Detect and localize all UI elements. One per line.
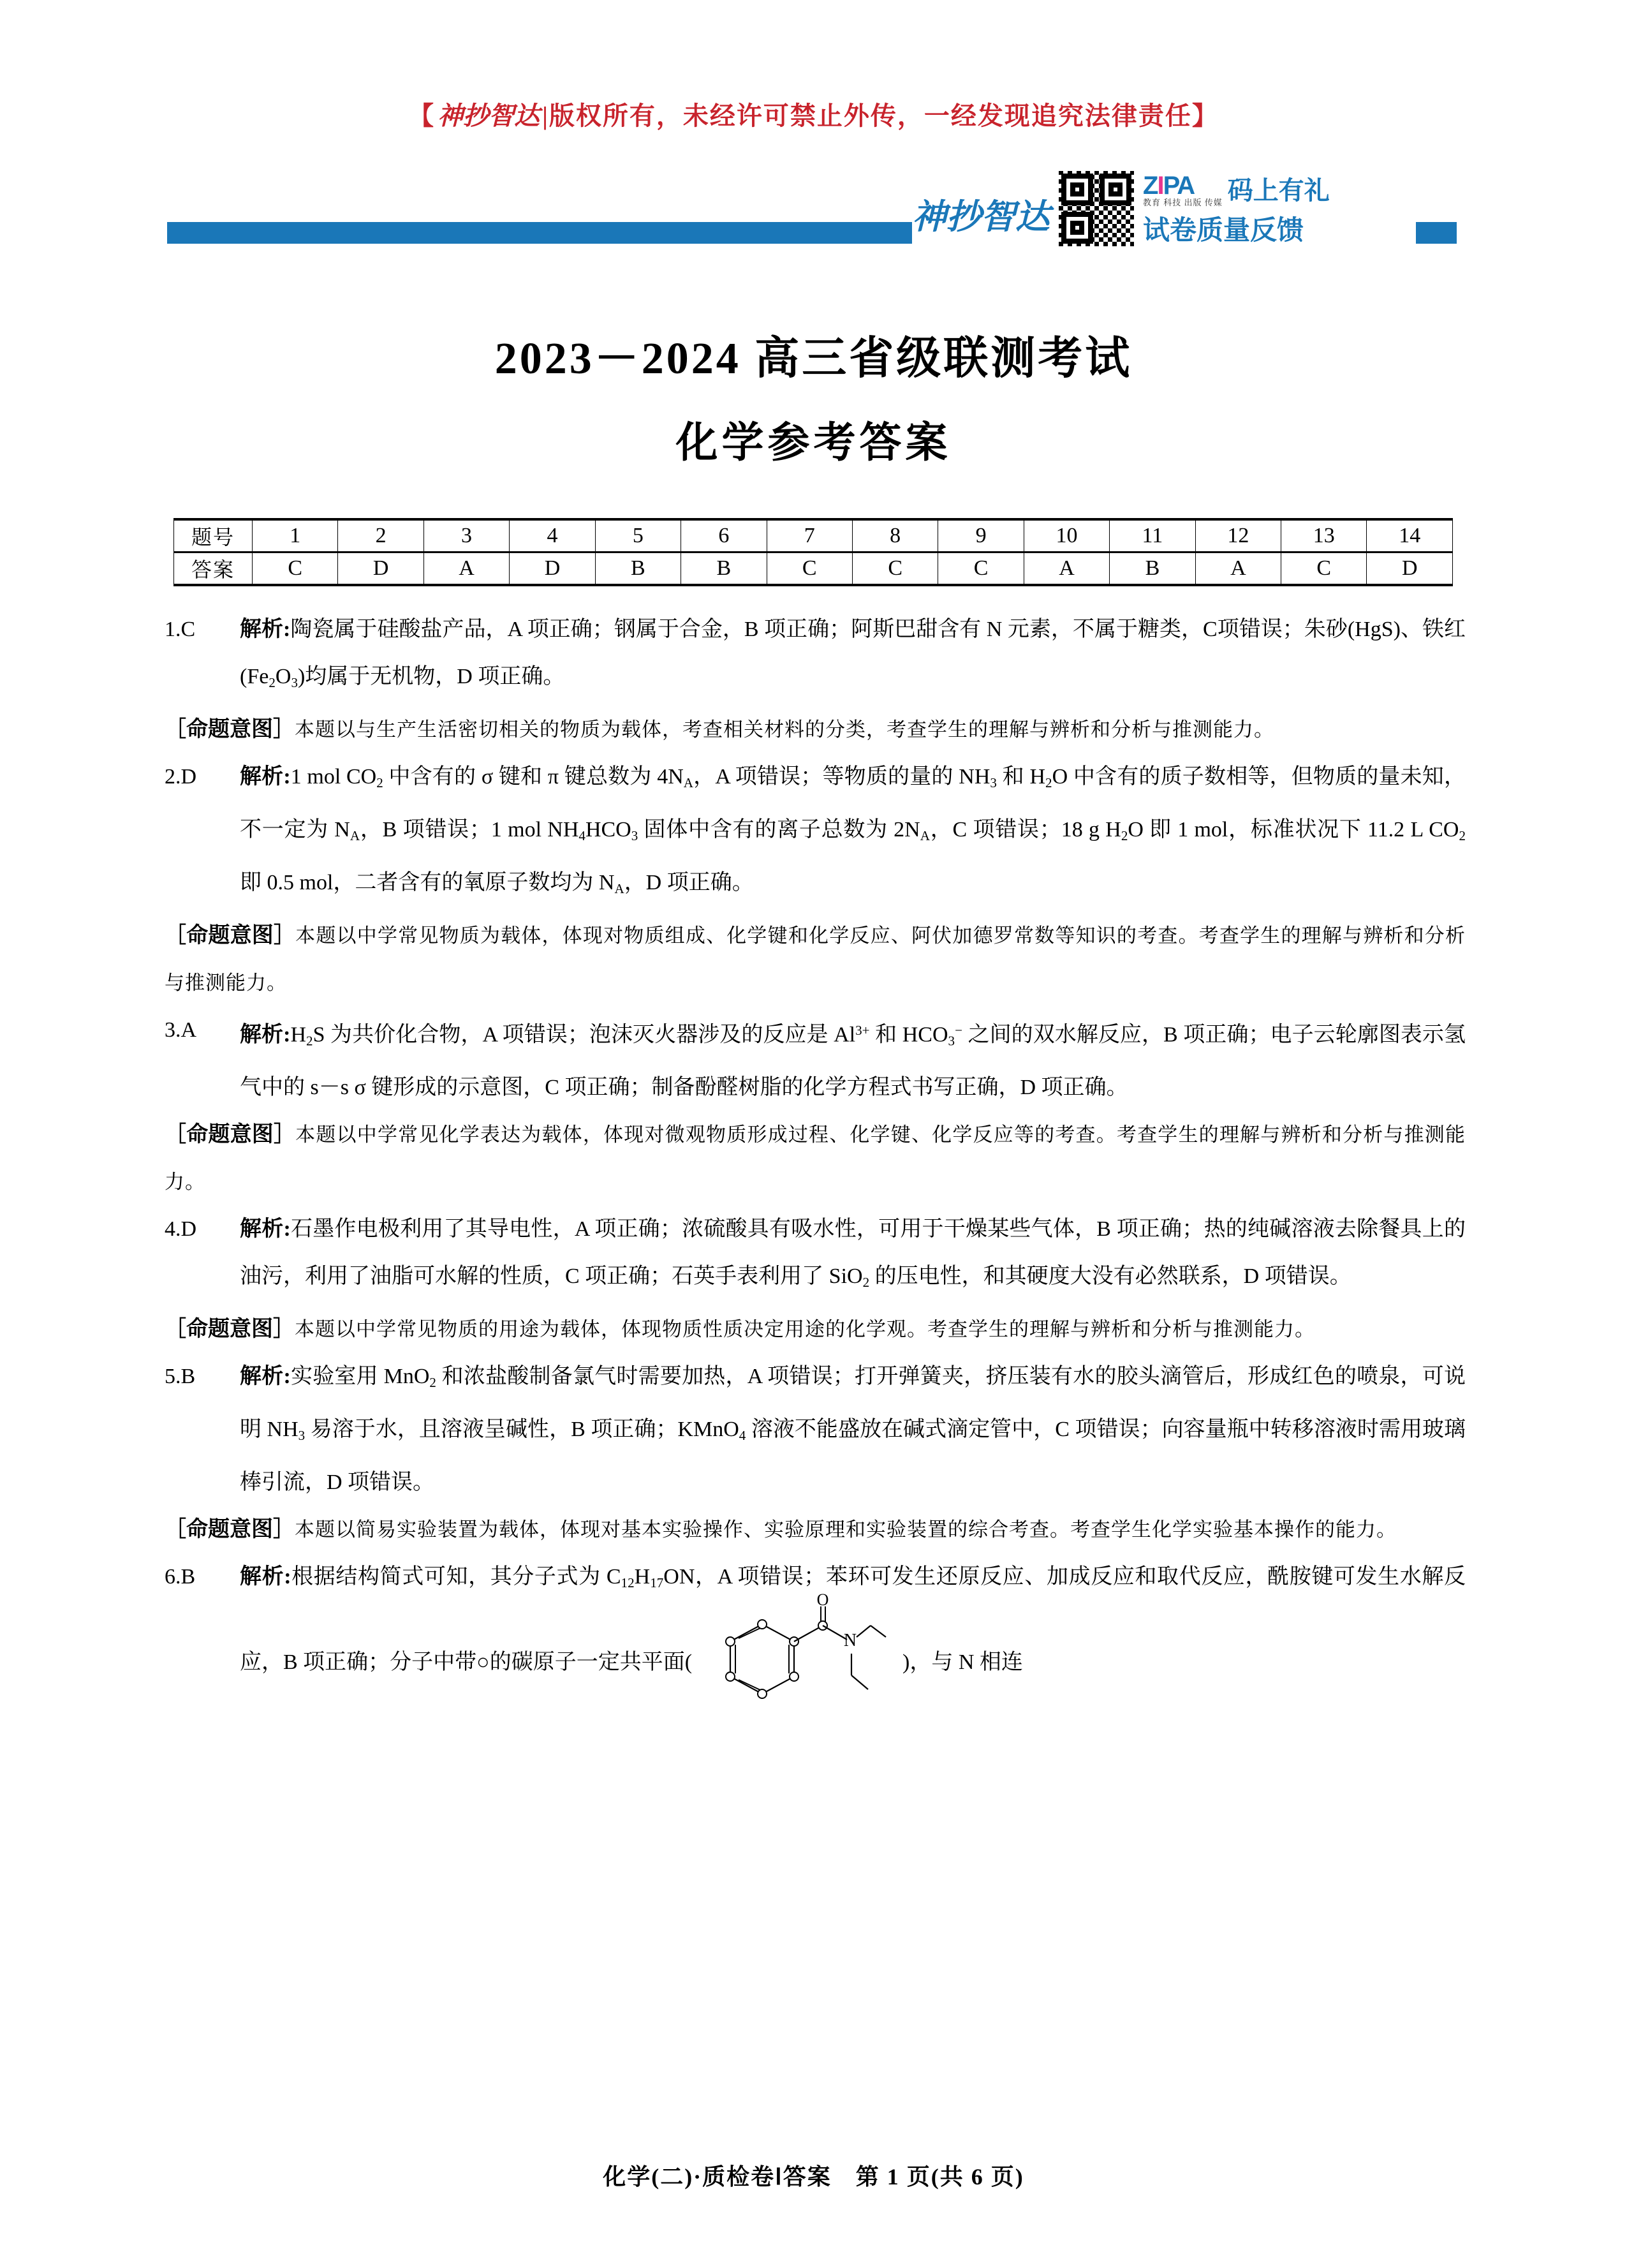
copyright-open-bracket: 【	[408, 101, 436, 130]
q3-sub-h2s: 2	[306, 1032, 313, 1048]
answer-letter-6: B	[681, 552, 767, 586]
q2-seg10: O 即 1 mol，标准状况下 11.2 L CO	[1128, 817, 1459, 841]
answer-letter-9: C	[938, 552, 1024, 586]
q5-seg2: 和浓盐酸制备氯气时需要加热，A 项错误；打开弹簧夹，挤压装有水的胶头滴管后，形成红色的喷泉，可说明 NH	[240, 1364, 1466, 1441]
publisher-brand-logo: 神抄智达	[912, 198, 1050, 236]
explanation-item-3	[165, 1007, 1466, 1206]
q2-seg2: 中含有的 σ 键和 π 键总数为 4N	[383, 764, 684, 789]
explanation-number-5	[165, 1353, 240, 1400]
q5-sub-nh3: 3	[298, 1427, 306, 1443]
q3-seg4: 之间的双水解反应，B 项正确；电子云轮廓图表示氢气中的 s－s σ 键形成的示意图，C 项正确；制备酚醛树脂的化学方程式书写正确，D 项正确。	[240, 1023, 1466, 1099]
q1-line2a: 项错误；朱砂(HgS)、铁红(Fe	[240, 618, 1466, 688]
explanation-text-3	[240, 1007, 1466, 1111]
q3-sup-al: 3+	[855, 1022, 870, 1038]
intent-tag-2: ［命题意图］	[165, 923, 296, 947]
answer-letter-5: B	[595, 552, 681, 586]
explanation-item-2	[165, 753, 1466, 1007]
explanation-number-3	[165, 1007, 240, 1054]
intent-tag-1: ［命题意图］	[165, 717, 295, 741]
intent-text-1: 本题以与生产生活密切相关的物质为载体，考查相关材料的分类，考查学生的理解与辨析和分析与推测能力。	[295, 718, 1274, 741]
q6-sub-c12: 12	[621, 1575, 635, 1590]
copyright-notice	[0, 96, 1627, 132]
q1-number: 1.C	[165, 618, 196, 641]
svg-text:N: N	[843, 1630, 857, 1650]
q2-seg6: ，B 项错误；1 mol NH	[360, 817, 579, 841]
svg-text:O: O	[816, 1590, 829, 1609]
copyright-close-bracket: 】	[1191, 101, 1219, 130]
copyright-brand: 神抄智达	[438, 101, 540, 130]
q3-analysis-label: 解析:	[240, 1023, 291, 1047]
q3-sup-hco3: −	[955, 1022, 962, 1038]
q3-sub-hco3: 3	[948, 1032, 955, 1048]
q1-analysis-label: 解析:	[240, 618, 291, 641]
page-footer: 化学(二)·质检卷Ⅰ答案 第 1 页(共 6 页)	[603, 2164, 1024, 2190]
answer-table-row-label: 题号	[174, 519, 253, 552]
answer-letter-8: C	[852, 552, 938, 586]
question-number-14: 14	[1367, 519, 1453, 552]
answer-letter-3: A	[423, 552, 509, 586]
q6-analysis-label: 解析:	[240, 1564, 291, 1589]
promo-feedback-line: 试卷质量反馈	[1143, 214, 1304, 245]
q4-sub-sio2: 2	[862, 1274, 870, 1290]
q6-seg1: 根据结构简式可知，其分子式为 C	[291, 1564, 621, 1589]
explanation-number-4	[165, 1206, 240, 1253]
q2-sub-hco3: 3	[631, 827, 638, 843]
page-subtitle: 化学参考答案	[675, 420, 952, 466]
explanation-text-1	[240, 606, 1466, 706]
q6-seg4: )，与 N 相连	[902, 1650, 1023, 1674]
question-number-13: 13	[1281, 519, 1367, 552]
question-number-10: 10	[1024, 519, 1109, 552]
explanation-text-5	[240, 1353, 1466, 1506]
page-title: 2023－2024 高三省级联测考试	[494, 334, 1133, 383]
qr-finder-bottom-left	[1061, 212, 1093, 244]
zipa-logo	[1143, 173, 1223, 207]
q5-sub-kmno4: 4	[739, 1427, 746, 1443]
qr-code-icon[interactable]	[1059, 171, 1134, 246]
q2-seg8: 固体中含有的离子总数为 2N	[638, 817, 920, 841]
question-number-12: 12	[1195, 519, 1281, 552]
intent-text-5: 本题以简易实验装置为载体，体现对基本实验操作、实验原理和实验装置的综合考查。考查学生化学实验基本操作的能力。	[295, 1518, 1397, 1541]
q3-seg2: S 为共价化合物，A 项错误；泡沫灭火器涉及的反应是 Al	[313, 1023, 856, 1047]
publisher-logo-block	[912, 167, 1416, 250]
q2-seg7: HCO	[585, 817, 631, 841]
q2-seg12: ，D 项正确。	[624, 870, 754, 894]
intent-text-3: 本题以中学常见化学表达为载体，体现对微观物质形成过程、化学键、化学反应等的考查。考查学生的理解与辨析和分析与推测能力。	[165, 1123, 1466, 1193]
answer-table	[173, 518, 1453, 586]
q6-seg3: ON，A 项错误；苯环可发生还原反应、加成反应和取代反应，酰胺键可发生水解反应，B 项正确；分子中带○的碳原子一定共平面(	[240, 1564, 1466, 1674]
promo-row-top	[1143, 170, 1330, 207]
q1-line1: 陶瓷属于硅酸盐产品，A 项正确；钢属于合金，B 项正确；阿斯巴甜含有 N 元素，不属于糖类，C	[290, 618, 1218, 641]
explanation-number-1	[165, 606, 240, 653]
q2-number: 2.D	[165, 764, 197, 789]
intent-tag-5: ［命题意图］	[165, 1517, 295, 1541]
q2-seg1: 1 mol CO	[290, 764, 377, 789]
answer-letter-10: A	[1024, 552, 1109, 586]
intent-note-5	[165, 1506, 1466, 1553]
q5-seg3: 易溶于水，且溶液呈碱性，B 项正确；KMnO	[305, 1417, 739, 1441]
intent-note-2	[165, 912, 1466, 1007]
explanation-number-2	[165, 753, 240, 801]
q3-seg3: 和 HCO	[869, 1023, 948, 1047]
q1-sub-2: 2	[269, 674, 276, 690]
copyright-text: 版权所有，未经许可禁止外传，一经发现追究法律责任	[548, 101, 1192, 130]
explanation-text-2	[240, 753, 1466, 912]
q2-sub-na-1: A	[683, 775, 693, 790]
q2-sub-nh4: 4	[578, 827, 585, 843]
copyright-separator: |	[542, 101, 549, 130]
benzamide-diethyl-structure	[692, 1590, 902, 1721]
explanation-text-4	[240, 1206, 1466, 1306]
q2-sub-h2o-1: 2	[1045, 775, 1052, 790]
promo-block	[1143, 170, 1330, 248]
q2-sub-na-2: A	[350, 827, 360, 843]
question-number-8: 8	[852, 519, 938, 552]
q2-sub-na-3: A	[920, 827, 930, 843]
answer-letter-4: D	[510, 552, 595, 586]
q2-sub-nh3: 3	[990, 775, 997, 790]
q2-seg3: ，A 项错误；等物质的量的 NH	[693, 764, 990, 789]
q4-seg2: 的压电性，和其硬度大没有必然联系，D 项错误。	[869, 1264, 1351, 1288]
q5-analysis-label: 解析:	[240, 1364, 291, 1388]
q1-sub-3: 3	[291, 674, 298, 690]
intent-text-2: 本题以中学常见物质为载体，体现对物质组成、化学键和化学反应、阿伏加德罗常数等知识的考查。考查学生的理解与辨析和分析与推测能力。	[165, 924, 1466, 994]
explanation-item-1	[165, 606, 1466, 753]
question-number-11: 11	[1110, 519, 1195, 552]
explanation-item-6	[165, 1553, 1466, 1721]
q2-sub-co2: 2	[376, 775, 383, 790]
promo-headline	[1228, 170, 1330, 207]
answer-letter-2: D	[338, 552, 423, 586]
question-number-6: 6	[681, 519, 767, 552]
question-number-9: 9	[938, 519, 1024, 552]
q5-sub-mno2: 2	[429, 1374, 436, 1390]
q6-seg2: H	[634, 1564, 651, 1589]
q2-analysis-label: 解析:	[240, 764, 291, 789]
question-number-4: 4	[510, 519, 595, 552]
q5-number: 5.B	[165, 1364, 196, 1388]
q4-number: 4.D	[165, 1217, 197, 1241]
q6-sub-h17: 17	[650, 1575, 664, 1590]
q3-seg1: H	[290, 1023, 307, 1047]
q1-line2c: )均属于无机物，D 项正确。	[297, 665, 565, 688]
explanation-item-5	[165, 1353, 1466, 1553]
question-number-2: 2	[338, 519, 423, 552]
promo-headline-text: 码上有礼	[1227, 176, 1330, 205]
q2-seg9: ，C 项错误；18 g H	[929, 817, 1121, 841]
answer-table-row-numbers	[174, 519, 1453, 552]
q4-analysis-label: 解析:	[240, 1217, 291, 1241]
q3-number: 3.A	[165, 1018, 197, 1042]
q6-number: 6.B	[165, 1564, 196, 1589]
intent-tag-4: ［命题意图］	[165, 1317, 295, 1341]
answer-letter-7: C	[767, 552, 852, 586]
explanation-number-6	[165, 1553, 240, 1601]
question-number-7: 7	[767, 519, 852, 552]
zipa-letters: ZIPA	[1143, 171, 1195, 200]
intent-note-3	[165, 1111, 1466, 1206]
question-number-1: 1	[253, 519, 338, 552]
answer-table-row-label: 答案	[174, 552, 253, 586]
q2-seg11: 即 0.5 mol，二者含有的氧原子数均为 N	[240, 870, 615, 894]
question-number-5: 5	[595, 519, 681, 552]
q2-sub-co2-2: 2	[1459, 827, 1466, 843]
answer-letter-14: D	[1367, 552, 1453, 586]
q1-line2b: O	[275, 665, 291, 688]
intent-note-4	[165, 1306, 1466, 1353]
answer-letter-1: C	[253, 552, 338, 586]
explanation-text-6	[240, 1553, 1466, 1721]
q2-seg5: O 中含有的质子数相等，但物质的量未知，不一定为 N	[240, 764, 1466, 841]
q5-seg4: 溶液不能盛放在碱式滴定管中，C 项错误；向容量瓶中转移溶液时需用玻璃棒引流，D 项错误。	[240, 1417, 1466, 1494]
answer-letter-13: C	[1281, 552, 1367, 586]
zipa-subtitle: 教育 科技 出版 传媒	[1143, 197, 1223, 207]
intent-note-1	[165, 706, 1466, 753]
answer-letter-12: A	[1195, 552, 1281, 586]
intent-tag-3: ［命题意图］	[165, 1122, 296, 1146]
intent-text-4: 本题以中学常见物质的用途为载体，体现物质性质决定用途的化学观。考查学生的理解与辨析和分析与推测能力。	[295, 1317, 1315, 1340]
q5-seg1: 实验室用 MnO	[290, 1364, 430, 1388]
q2-seg4: 和 H	[996, 764, 1046, 789]
q2-sub-h2o-2: 2	[1121, 827, 1128, 843]
q4-seg1: 石墨作电极利用了其导电性，A 项正确；浓硫酸具有吸水性，可用于干燥某些气体，B 项正确；热的纯碱溶液去除餐具上的油污，利用了油脂可水解的性质，C 项正确；石英手表利用了 SiO	[240, 1217, 1466, 1288]
question-number-3: 3	[423, 519, 509, 552]
q2-sub-na-4: A	[614, 880, 624, 896]
explanations-body	[165, 606, 1466, 1721]
answer-letter-11: B	[1110, 552, 1195, 586]
explanation-item-4	[165, 1206, 1466, 1353]
answer-table-row-answers	[174, 552, 1453, 586]
